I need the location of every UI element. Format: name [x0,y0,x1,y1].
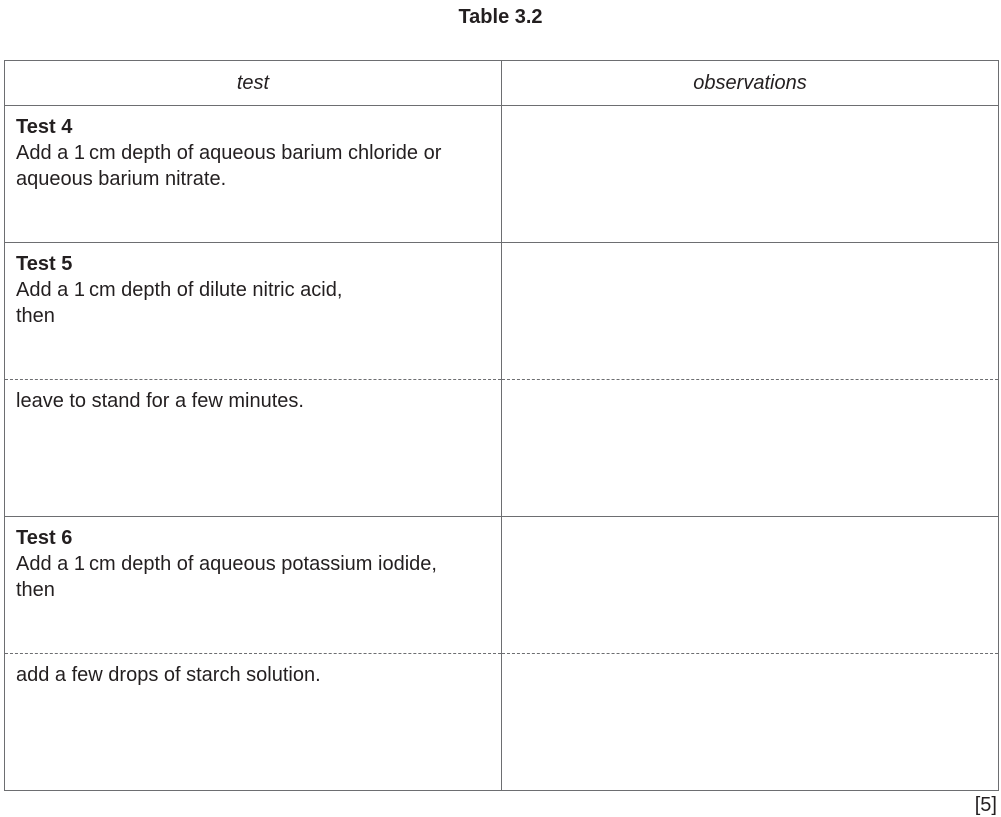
test-title: Test 4 [16,116,73,138]
header-test: test [5,61,502,106]
test-instruction: Add a 1 cm depth of dilute nitric acid, [16,279,343,301]
test-instruction: then [16,305,55,327]
observation-answer-cell[interactable] [502,380,999,517]
test-cell [5,517,502,654]
table-row-test-5-part-2 [5,380,999,517]
header-observations: observations [502,61,999,106]
observation-answer-cell[interactable] [502,654,999,791]
test-instruction: leave to stand for a few minutes. [16,390,304,412]
test-title: Test 5 [16,253,73,275]
test-instruction: add a few drops of starch solution. [16,664,321,686]
test-cell [5,380,502,517]
test-instruction: then [16,579,55,601]
test-title: Test 6 [16,527,73,549]
table-row-test-6-part-1 [5,517,999,654]
table-row-test-6-part-2 [5,654,999,791]
test-cell [5,243,502,380]
header-row [5,61,999,106]
table-row-test-5-part-1 [5,243,999,380]
observation-answer-cell[interactable] [502,243,999,380]
observation-answer-cell[interactable] [502,517,999,654]
test-cell [5,654,502,791]
test-instruction: aqueous barium nitrate. [16,168,227,190]
observation-answer-cell[interactable] [502,106,999,243]
results-table [4,60,999,791]
test-instruction: Add a 1 cm depth of aqueous barium chloride or [16,142,442,164]
table-row-test-4 [5,106,999,243]
test-cell [5,106,502,243]
marks-label: [5] [974,794,997,816]
test-instruction: Add a 1 cm depth of aqueous potassium iodide, [16,553,437,575]
table-caption: Table 3.2 [458,6,543,28]
